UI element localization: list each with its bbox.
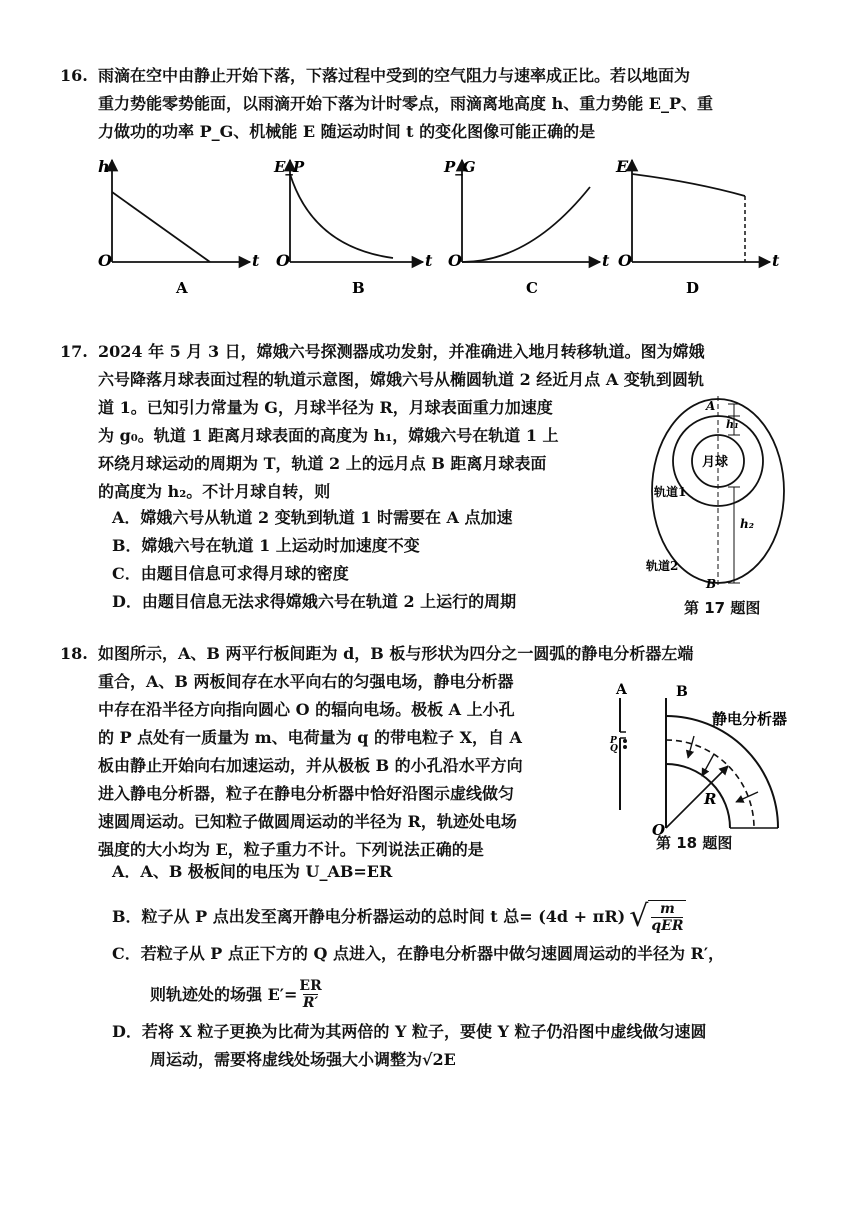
q18-option-b-den: qER [651,918,684,934]
graph-a-origin: O [98,251,112,270]
q17-line1: 2024 年 5 月 3 日，嫦娥六号探测器成功发射，并准确进入地月转移轨道。图为嫦娥 [98,342,705,361]
q18-plate-b: B [676,684,688,700]
q18-option-c2 [150,978,322,1011]
q18-radius: R [704,790,717,808]
q18-number: 18. [60,644,88,663]
graph-d-origin: O [618,251,632,270]
graph-d-xaxis: t [772,251,780,270]
graph-b-origin: O [276,251,290,270]
q18-option-b [112,900,686,934]
q17-point-a: A [706,399,716,413]
graph-c-origin: O [448,251,462,270]
q18-point-p: P [610,736,617,746]
q17-h1: h₁ [726,418,739,431]
graph-b-yaxis: E_P [274,158,305,176]
q18-figure [594,680,814,836]
q16-number: 16. [60,66,88,85]
q17-option-a: A．嫦娥六号从轨道 2 变轨到轨道 1 时需要在 A 点加速 [112,508,513,527]
q17-line6: 的高度为 h₂。不计月球自转，则 [98,482,331,501]
q18-option-c2-text: 则轨迹处的场强 E′= [150,984,298,1004]
q17-stem-top [60,338,805,394]
q18-option-b-sqrt: √ m qER [629,900,686,934]
graph-d-yaxis: E [616,157,629,176]
graph-c [443,158,610,297]
q18-option-d2: 周运动，需要将虚线处场强大小调整为√2E [150,1050,456,1069]
q18-stem-rest [98,668,598,864]
q18-line1: 如图所示，A、B 两平行板间距为 d，B 板与形状为四分之一圆弧的静电分析器左端 [98,644,694,663]
graph-c-yaxis: P_G [444,158,476,176]
q18-line4: 的 P 点处有一质量为 m、电荷量为 q 的带电粒子 X，自 A [98,728,522,747]
q18-caption: 第 18 题图 [656,834,733,852]
q18-option-c1: C．若粒子从 P 点正下方的 Q 点进入，在静电分析器中做匀速圆周运动的半径为 R′， [112,944,725,963]
graph-b-xaxis: t [425,251,433,270]
q18-stem-top [60,640,805,668]
q18-line6: 进入静电分析器，粒子在静电分析器中恰好沿图示虚线做匀 [98,784,515,803]
q18-analyzer: 静电分析器 [712,710,788,728]
q16-line1: 雨滴在空中由静止开始下落，下落过程中受到的空气阻力与速率成正比。若以地面为 [98,66,691,85]
q17-option-d: D．由题目信息无法求得嫦娥六号在轨道 2 上运行的周期 [112,592,517,611]
q18-origin: O [652,821,666,836]
graph-a-label: A [176,279,188,297]
q18-line5: 板由静止开始向右加速运动，并从极板 B 的小孔沿水平方向 [98,756,523,775]
q17-stem-rest [98,394,658,506]
q17-line2: 六号降落月球表面过程的轨道示意图，嫦娥六号从椭圆轨道 2 经近月点 A 变轨到圆轨 [98,370,704,389]
graph-d [615,157,780,297]
q18-option-a: A．A、B 极板间的电压为 U_AB=ER [112,862,393,881]
q18-option-d1: D．若将 X 粒子更换为比荷为其两倍的 Y 粒子，要使 Y 粒子仍沿图中虚线做匀速圆 [112,1022,707,1041]
graph-a-xaxis: t [252,251,260,270]
graph-c-xaxis: t [602,251,610,270]
graph-b [273,158,433,297]
q18-line3: 中存在沿半径方向指向圆心 O 的辐向电场。极板 A 上小孔 [98,700,515,719]
q18-line8: 强度的大小均为 E，粒子重力不计。下列说法正确的是 [98,840,484,859]
q17-moon: 月球 [702,455,729,470]
q17-option-b: B．嫦娥六号在轨道 1 上运动时加速度不变 [112,536,420,555]
q17-orbit1: 轨道1 [654,485,687,499]
q18-line7: 速圆周运动。已知粒子做圆周运动的半径为 R，轨迹处电场 [98,812,517,831]
q18-option-b-text: B．粒子从 P 点出发至离开静电分析器运动的总时间 t 总= (4d + πR) [112,907,626,926]
graph-d-label: D [686,279,700,297]
graph-b-label: B [352,279,365,297]
q17-figure [640,396,790,592]
q16-line3: 力做功的功率 P_G、机械能 E 随运动时间 t 的变化图像可能正确的是 [98,122,596,141]
q16-line2: 重力势能零势能面，以雨滴开始下落为计时零点，雨滴离地高度 h、重力势能 E_P、重 [98,94,714,113]
q18-option-c2-num: ER [299,978,322,994]
q18-line2: 重合，A、B 两板间存在水平向右的匀强电场，静电分析器 [98,672,514,691]
q17-number: 17. [60,342,88,361]
q18-point-q: Q [610,744,618,754]
q18-option-b-num: m [660,901,675,917]
q17-point-b: B [706,577,717,591]
q16-stem [60,62,805,146]
q17-caption: 第 17 题图 [684,599,761,617]
q17-line4: 为 g₀。轨道 1 距离月球表面的高度为 h₁，嫦娥六号在轨道 1 上 [98,426,559,445]
q16-graphs [90,152,790,302]
q17-h2: h₂ [740,517,754,531]
q17-orbit2: 轨道2 [646,559,679,573]
graph-c-label: C [526,279,538,297]
q17-option-c: C．由题目信息可求得月球的密度 [112,564,349,583]
q18-option-c2-den: R′ [302,995,319,1011]
graph-a-yaxis: h [98,157,110,176]
q17-line5: 环绕月球运动的周期为 T，轨道 2 上的远月点 B 距离月球表面 [98,454,547,473]
q17-line3: 道 1。已知引力常量为 G，月球半径为 R，月球表面重力加速度 [98,398,553,417]
graph-a [98,157,260,297]
q18-plate-a: A [616,682,627,698]
